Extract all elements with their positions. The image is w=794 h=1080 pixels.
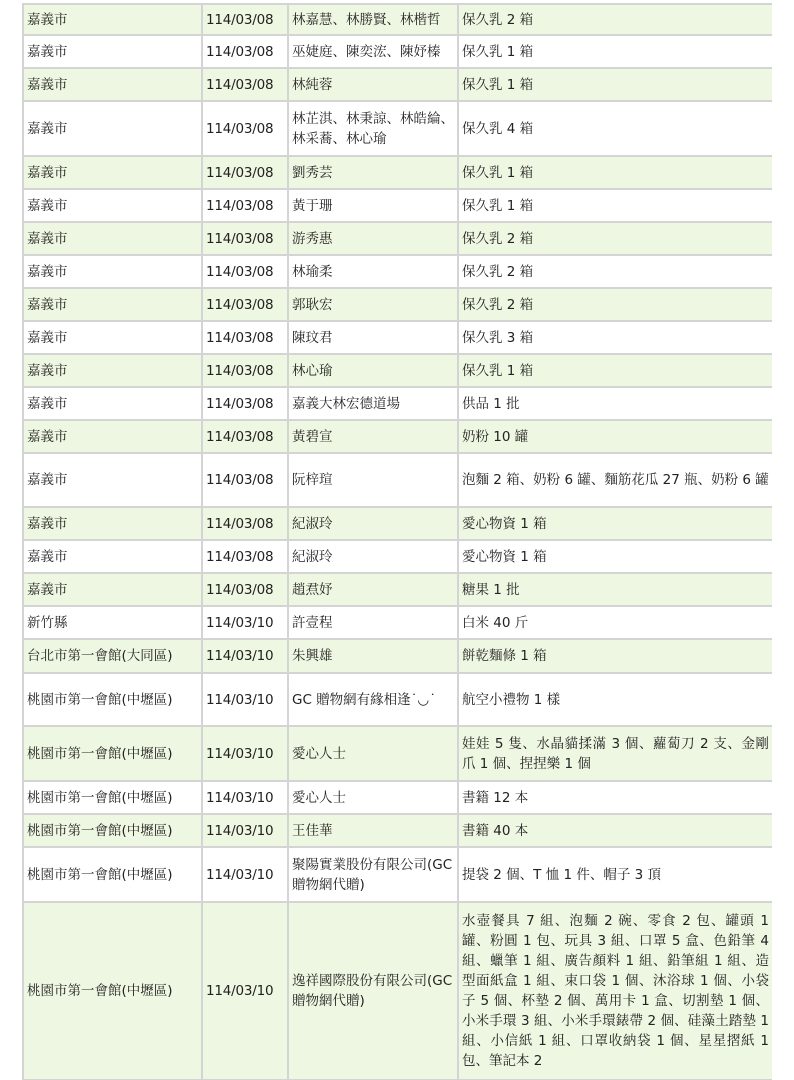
items-cell: 娃娃 5 隻、水晶貓揉滿 3 個、蘿蔔刀 2 支、金剛爪 1 個、捏捏樂 1 個 bbox=[458, 726, 772, 781]
location-cell: 嘉義市 bbox=[23, 4, 202, 35]
location-cell: 台北市第一會館(大同區) bbox=[23, 639, 202, 673]
table-row bbox=[23, 814, 772, 847]
items-cell: 糖果 1 批 bbox=[458, 573, 772, 606]
table-row bbox=[23, 101, 772, 156]
date-cell: 114/03/08 bbox=[202, 255, 288, 288]
date-cell: 114/03/08 bbox=[202, 35, 288, 68]
location-cell: 嘉義市 bbox=[23, 420, 202, 453]
items-cell: 白米 40 斤 bbox=[458, 606, 772, 639]
table-row bbox=[23, 4, 772, 35]
location-cell: 嘉義市 bbox=[23, 288, 202, 321]
date-cell: 114/03/08 bbox=[202, 453, 288, 507]
donation-table-container bbox=[22, 3, 772, 1080]
donor-cell: 林純蓉 bbox=[288, 68, 458, 101]
items-cell: 保久乳 2 箱 bbox=[458, 4, 772, 35]
date-cell: 114/03/10 bbox=[202, 639, 288, 673]
table-row bbox=[23, 387, 772, 420]
donor-cell: 黃于珊 bbox=[288, 189, 458, 222]
donor-cell: 紀淑玲 bbox=[288, 507, 458, 540]
date-cell: 114/03/10 bbox=[202, 902, 288, 1080]
donation-table bbox=[22, 3, 772, 1080]
items-cell: 保久乳 3 箱 bbox=[458, 321, 772, 354]
donor-cell: 阮梓瑄 bbox=[288, 453, 458, 507]
donor-cell: 王佳華 bbox=[288, 814, 458, 847]
date-cell: 114/03/08 bbox=[202, 4, 288, 35]
donor-cell: 黃碧宣 bbox=[288, 420, 458, 453]
date-cell: 114/03/10 bbox=[202, 606, 288, 639]
table-row bbox=[23, 354, 772, 387]
items-cell: 保久乳 1 箱 bbox=[458, 35, 772, 68]
location-cell: 嘉義市 bbox=[23, 540, 202, 573]
location-cell: 嘉義市 bbox=[23, 321, 202, 354]
items-cell: 愛心物資 1 箱 bbox=[458, 540, 772, 573]
donor-cell: 巫婕庭、陳奕浤、陳妤榛 bbox=[288, 35, 458, 68]
table-row bbox=[23, 222, 772, 255]
donation-table-body bbox=[23, 4, 772, 1080]
items-cell: 書籍 40 本 bbox=[458, 814, 772, 847]
donor-cell: GC 贈物網有緣相逢˙◡˙ bbox=[288, 673, 458, 726]
date-cell: 114/03/08 bbox=[202, 189, 288, 222]
items-cell: 保久乳 2 箱 bbox=[458, 255, 772, 288]
location-cell: 桃園市第一會館(中壢區) bbox=[23, 673, 202, 726]
date-cell: 114/03/08 bbox=[202, 387, 288, 420]
items-cell: 航空小禮物 1 樣 bbox=[458, 673, 772, 726]
location-cell: 嘉義市 bbox=[23, 573, 202, 606]
date-cell: 114/03/08 bbox=[202, 540, 288, 573]
donor-cell: 許壹程 bbox=[288, 606, 458, 639]
table-row bbox=[23, 68, 772, 101]
table-row bbox=[23, 321, 772, 354]
table-row bbox=[23, 255, 772, 288]
items-cell: 奶粉 10 罐 bbox=[458, 420, 772, 453]
donor-cell: 嘉義大林宏德道場 bbox=[288, 387, 458, 420]
date-cell: 114/03/08 bbox=[202, 573, 288, 606]
date-cell: 114/03/10 bbox=[202, 781, 288, 814]
donor-cell: 劉秀芸 bbox=[288, 156, 458, 189]
donor-cell: 逸祥國際股份有限公司(GC 贈物網代贈) bbox=[288, 902, 458, 1080]
table-row bbox=[23, 288, 772, 321]
date-cell: 114/03/08 bbox=[202, 507, 288, 540]
items-cell: 保久乳 1 箱 bbox=[458, 68, 772, 101]
donor-cell: 林嘉慧、林勝賢、林楷哲 bbox=[288, 4, 458, 35]
date-cell: 114/03/10 bbox=[202, 814, 288, 847]
date-cell: 114/03/08 bbox=[202, 288, 288, 321]
table-row bbox=[23, 673, 772, 726]
items-cell: 餅乾麵條 1 箱 bbox=[458, 639, 772, 673]
table-row bbox=[23, 606, 772, 639]
date-cell: 114/03/08 bbox=[202, 354, 288, 387]
table-row bbox=[23, 420, 772, 453]
location-cell: 嘉義市 bbox=[23, 156, 202, 189]
items-cell: 提袋 2 個、T 恤 1 件、帽子 3 頂 bbox=[458, 847, 772, 902]
location-cell: 嘉義市 bbox=[23, 387, 202, 420]
items-cell: 保久乳 2 箱 bbox=[458, 288, 772, 321]
table-row bbox=[23, 35, 772, 68]
items-cell: 保久乳 1 箱 bbox=[458, 354, 772, 387]
donor-cell: 朱興雄 bbox=[288, 639, 458, 673]
table-row bbox=[23, 639, 772, 673]
table-row bbox=[23, 573, 772, 606]
location-cell: 桃園市第一會館(中壢區) bbox=[23, 726, 202, 781]
donor-cell: 游秀惠 bbox=[288, 222, 458, 255]
donor-cell: 聚陽實業股份有限公司(GC 贈物網代贈) bbox=[288, 847, 458, 902]
date-cell: 114/03/10 bbox=[202, 673, 288, 726]
location-cell: 桃園市第一會館(中壢區) bbox=[23, 847, 202, 902]
location-cell: 嘉義市 bbox=[23, 255, 202, 288]
location-cell: 嘉義市 bbox=[23, 222, 202, 255]
items-cell: 供品 1 批 bbox=[458, 387, 772, 420]
items-cell: 保久乳 1 箱 bbox=[458, 189, 772, 222]
table-row bbox=[23, 507, 772, 540]
donor-cell: 愛心人士 bbox=[288, 726, 458, 781]
location-cell: 桃園市第一會館(中壢區) bbox=[23, 902, 202, 1080]
date-cell: 114/03/08 bbox=[202, 156, 288, 189]
table-row bbox=[23, 847, 772, 902]
location-cell: 嘉義市 bbox=[23, 189, 202, 222]
items-cell: 泡麵 2 箱、奶粉 6 罐、麵筋花瓜 27 瓶、奶粉 6 罐 bbox=[458, 453, 772, 507]
table-row bbox=[23, 453, 772, 507]
location-cell: 嘉義市 bbox=[23, 68, 202, 101]
table-row bbox=[23, 189, 772, 222]
items-cell: 保久乳 1 箱 bbox=[458, 156, 772, 189]
date-cell: 114/03/08 bbox=[202, 420, 288, 453]
date-cell: 114/03/08 bbox=[202, 68, 288, 101]
date-cell: 114/03/10 bbox=[202, 847, 288, 902]
donor-cell: 趙焄妤 bbox=[288, 573, 458, 606]
table-row bbox=[23, 726, 772, 781]
location-cell: 嘉義市 bbox=[23, 507, 202, 540]
items-cell: 保久乳 2 箱 bbox=[458, 222, 772, 255]
items-cell: 書籍 12 本 bbox=[458, 781, 772, 814]
location-cell: 嘉義市 bbox=[23, 35, 202, 68]
date-cell: 114/03/08 bbox=[202, 321, 288, 354]
location-cell: 桃園市第一會館(中壢區) bbox=[23, 814, 202, 847]
date-cell: 114/03/10 bbox=[202, 726, 288, 781]
items-cell: 愛心物資 1 箱 bbox=[458, 507, 772, 540]
location-cell: 新竹縣 bbox=[23, 606, 202, 639]
donor-cell: 愛心人士 bbox=[288, 781, 458, 814]
table-row bbox=[23, 781, 772, 814]
donor-cell: 林心瑜 bbox=[288, 354, 458, 387]
table-row bbox=[23, 902, 772, 1080]
location-cell: 嘉義市 bbox=[23, 453, 202, 507]
location-cell: 桃園市第一會館(中壢區) bbox=[23, 781, 202, 814]
date-cell: 114/03/08 bbox=[202, 222, 288, 255]
date-cell: 114/03/08 bbox=[202, 101, 288, 156]
location-cell: 嘉義市 bbox=[23, 101, 202, 156]
donor-cell: 林芷淇、林秉諒、林皓綸、林采蕎、林心瑜 bbox=[288, 101, 458, 156]
donor-cell: 陳玟君 bbox=[288, 321, 458, 354]
donor-cell: 郭耿宏 bbox=[288, 288, 458, 321]
location-cell: 嘉義市 bbox=[23, 354, 202, 387]
items-cell: 保久乳 4 箱 bbox=[458, 101, 772, 156]
items-cell: 水壺餐具 7 組、泡麵 2 碗、零食 2 包、罐頭 1 罐、粉圓 1 包、玩具 3 組、口罩 5 盒、色鉛筆 4 組、蠟筆 1 組、廣告顏料 1 組、鉛筆組 1 組、造型面紙盒 1 組、束口袋 1 個、沐浴球 1 個、小袋子 5 個、杯墊 2 個、萬用卡 1 盒、切割墊 1 個、小米手環 3 組、小米手環錶帶 2 個、硅藻土踏墊 1 組、小信紙 1 組、口罩收納袋 1 個、星星摺紙 1 包、筆記本 2 bbox=[458, 902, 772, 1080]
table-row bbox=[23, 540, 772, 573]
donor-cell: 紀淑玲 bbox=[288, 540, 458, 573]
donor-cell: 林瑜柔 bbox=[288, 255, 458, 288]
table-row bbox=[23, 156, 772, 189]
